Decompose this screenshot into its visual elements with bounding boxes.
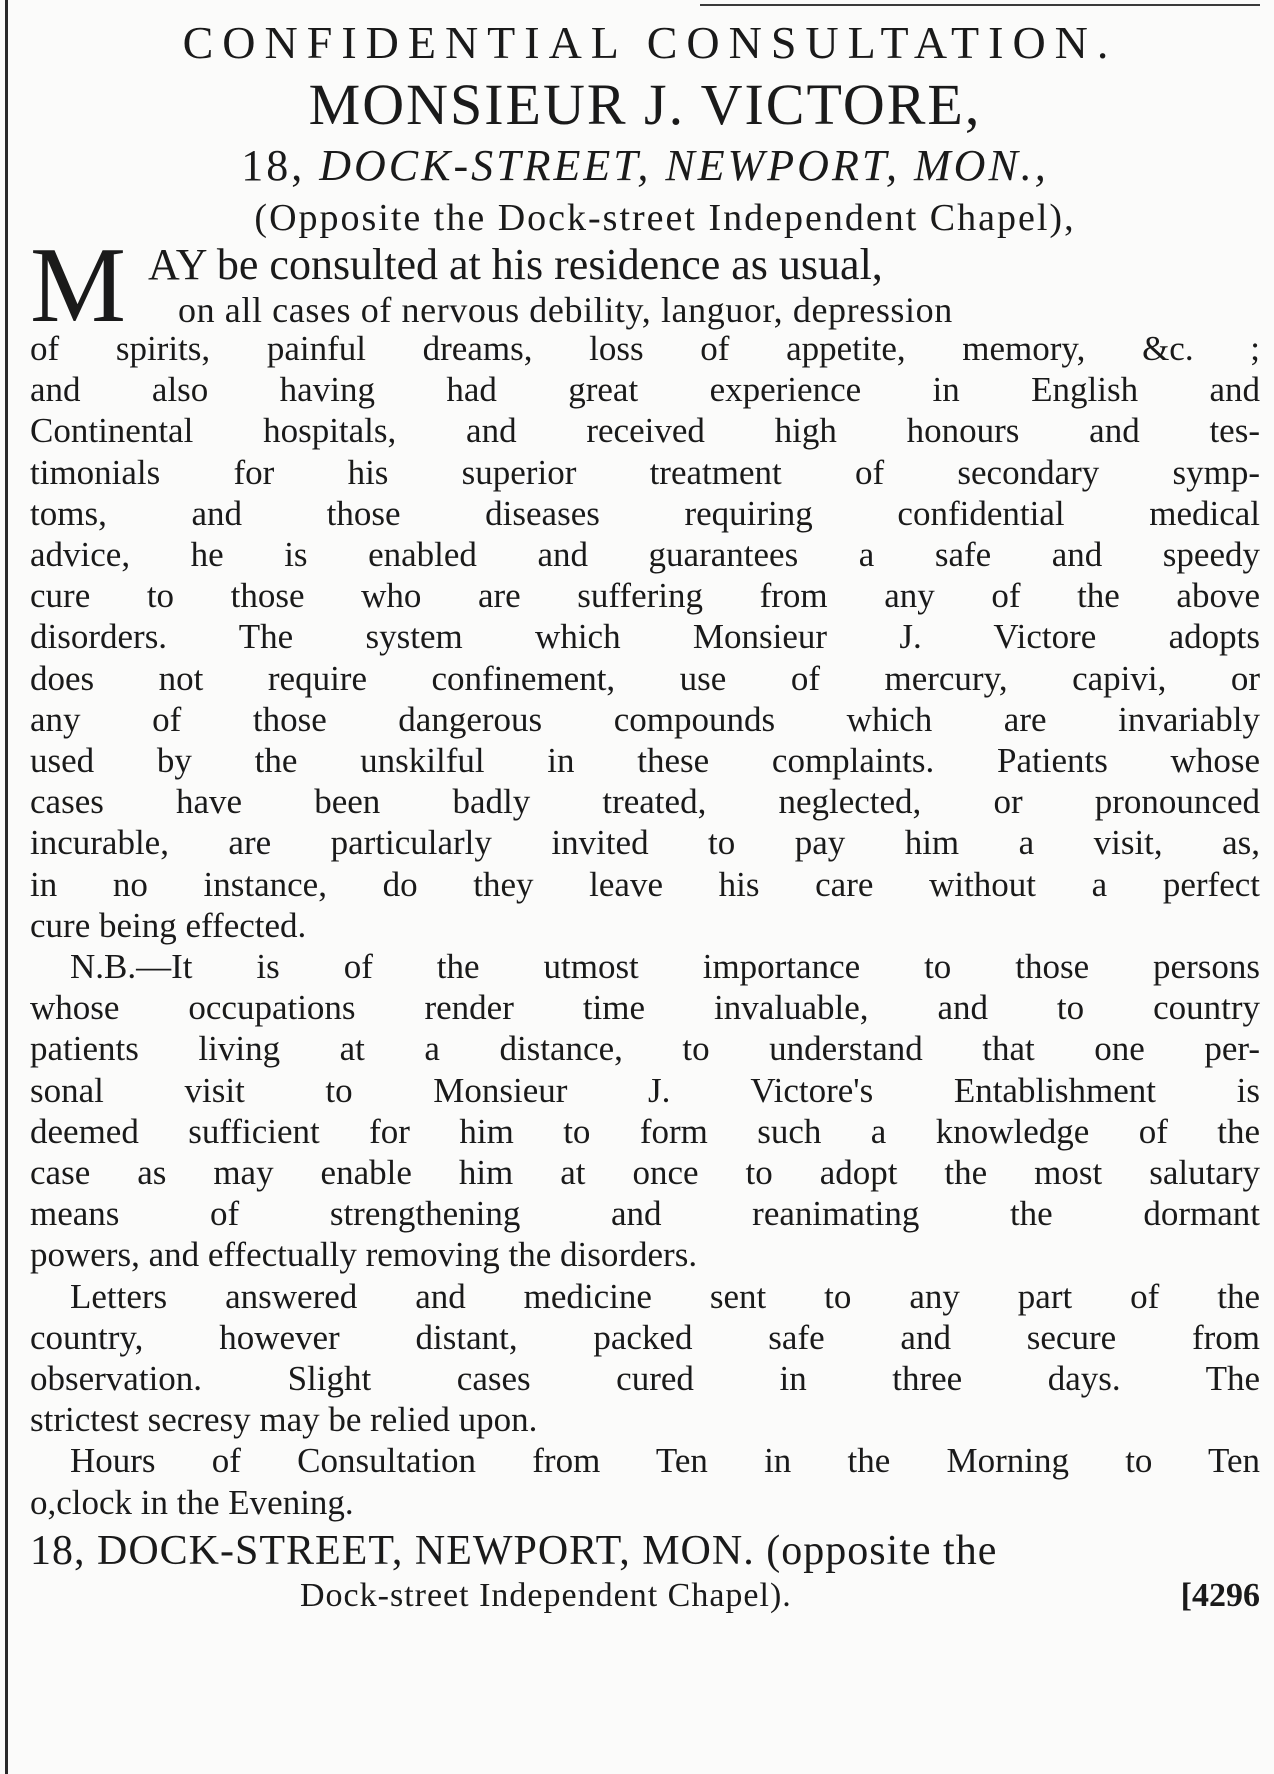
text-line: o,clock in the Evening. bbox=[30, 1482, 354, 1522]
address-number: 18, bbox=[241, 141, 306, 190]
address-street: DOCK-STREET, NEWPORT, MON., bbox=[319, 141, 1049, 190]
paragraph-letters bbox=[30, 1276, 1260, 1441]
text-line: N.B.—It is of the utmost importance to those persons bbox=[70, 947, 1260, 987]
text-line: toms, and those diseases requiring confidential medical bbox=[30, 493, 1260, 533]
text-line: powers, and effectually removing the disorders. bbox=[30, 1235, 698, 1275]
text-line: Hours of Consultation from Ten in the Morning to Ten bbox=[70, 1441, 1260, 1481]
text-line: any of those dangerous compounds which are invariably bbox=[30, 699, 1260, 739]
text-line: observation. Slight cases cured in three days. The bbox=[30, 1359, 1260, 1399]
lead-block bbox=[30, 226, 1260, 345]
text-line: Continental hospitals, and received high honours and tes- bbox=[30, 411, 1260, 451]
text-line: used by the unskilful in these complaints. Patients whose bbox=[30, 741, 1260, 781]
drop-cap-letter: M bbox=[30, 226, 127, 345]
column-rule-top bbox=[700, 4, 1260, 6]
reference-number: [4296 bbox=[1180, 1576, 1260, 1614]
text-line: of spirits, painful dreams, loss of appetite, memory, &c. ; bbox=[30, 329, 1260, 368]
text-line: cure to those who are suffering from any of the above bbox=[30, 576, 1260, 616]
text-line: does not require confinement, use of mercury, capivi, or bbox=[30, 658, 1260, 698]
text-line: advice, he is enabled and guarantees a safe and speedy bbox=[30, 535, 1260, 575]
paragraph-main bbox=[30, 328, 1260, 946]
text-line: sonal visit to Monsieur J. Victore's Entablishment is bbox=[30, 1070, 1260, 1110]
text-line: timonials for his superior treatment of secondary symp- bbox=[30, 452, 1260, 492]
text-line: incurable, are particularly invited to pay him a visit, as, bbox=[30, 823, 1260, 863]
lead-line-1: AY be consulted at his residence as usual, bbox=[148, 240, 883, 289]
footer-address: 18, DOCK-STREET, NEWPORT, MON. (opposite the bbox=[30, 1527, 998, 1574]
heading-address bbox=[30, 138, 1260, 194]
text-line: cure being effected. bbox=[30, 905, 307, 945]
text-line: case as may enable him at once to adopt the most salutary bbox=[30, 1153, 1260, 1193]
text-line: means of strengthening and reanimating the dormant bbox=[30, 1194, 1260, 1234]
column-rule-left bbox=[5, 0, 8, 1774]
text-line: country, however distant, packed safe and secure from bbox=[30, 1317, 1260, 1357]
text-line: deemed sufficient for him to form such a knowledge of the bbox=[30, 1111, 1260, 1151]
heading-confidential-consultation: CONFIDENTIAL CONSULTATION. bbox=[182, 17, 1118, 68]
text-line: in no instance, do they leave his care without a perfect bbox=[30, 864, 1260, 904]
text-line: cases have been badly treated, neglected, or pronounced bbox=[30, 782, 1260, 822]
text-line: patients living at a distance, to understand that one per- bbox=[30, 1029, 1260, 1069]
text-line: and also having had great experience in English and bbox=[30, 370, 1260, 410]
footer-chapel-row bbox=[30, 1575, 1260, 1619]
text-line: strictest secresy may be relied upon. bbox=[30, 1400, 538, 1440]
paragraph-hours bbox=[30, 1440, 1260, 1522]
heading-name: MONSIEUR J. VICTORE, bbox=[308, 72, 982, 137]
text-line: disorders. The system which Monsieur J. Victore adopts bbox=[30, 617, 1260, 657]
heading-opposite: (Opposite the Dock-street Independent Chapel), bbox=[254, 197, 1076, 239]
text-line: Letters answered and medicine sent to any part of the bbox=[70, 1276, 1260, 1316]
lead-line-2: on all cases of nervous debility, languor, depression bbox=[178, 290, 953, 330]
paragraph-nb bbox=[30, 946, 1260, 1276]
advertisement bbox=[30, 14, 1260, 1619]
text-line: whose occupations render time invaluable, and to country bbox=[30, 988, 1260, 1028]
footer-chapel: Dock-street Independent Chapel). bbox=[300, 1576, 792, 1614]
